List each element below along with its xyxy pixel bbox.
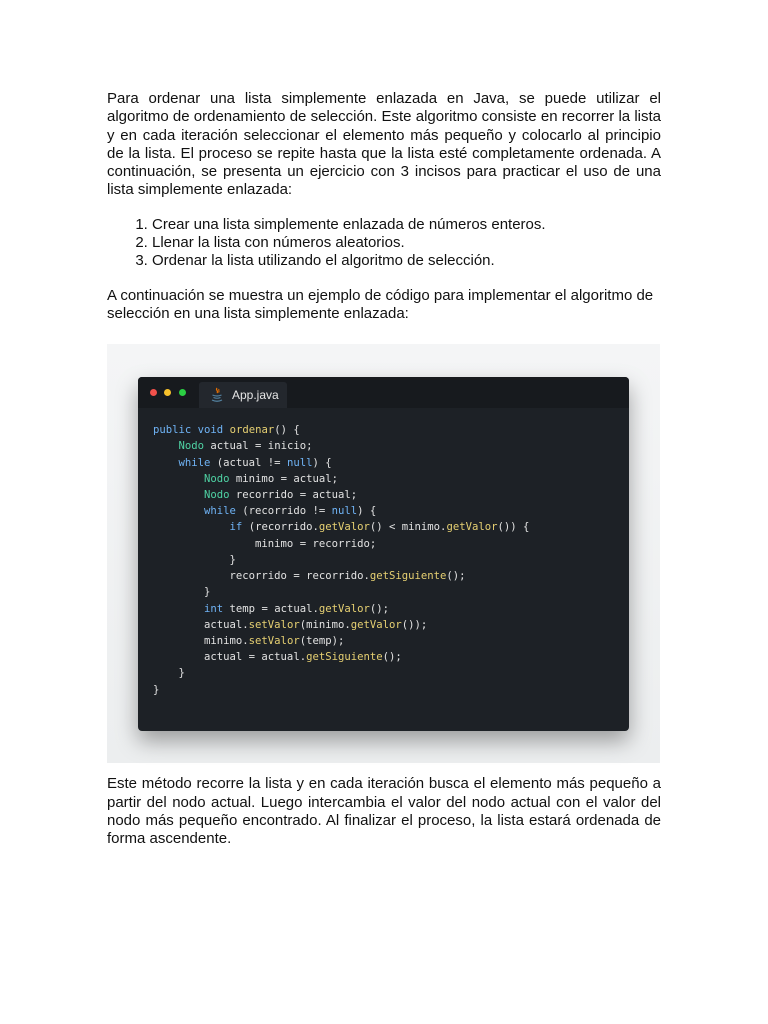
list-item: 1. Crear una lista simplemente enlazada de números enteros. bbox=[152, 216, 661, 234]
code-line: actual = actual.getSiguiente(); bbox=[153, 651, 402, 664]
code-line: } bbox=[153, 553, 236, 566]
code-line: Nodo actual = inicio; bbox=[178, 440, 313, 453]
code-line: minimo.setValor(temp); bbox=[153, 634, 345, 647]
code-line: } bbox=[153, 586, 211, 599]
closing-paragraph: Este método recorre la lista y en cada iteración busca el elemento más pequeño a partir del nodo actual. Luego intercambia el valor del nodo actual con el valor del nodo más pequeño encontrado. Al finalizar el proceso, la lista estará ordenada de forma ascendente. bbox=[107, 775, 661, 848]
minimize-window-dot bbox=[164, 389, 171, 396]
code-line: if (recorrido.getValor() < minimo.getValor()) { bbox=[229, 521, 530, 534]
editor-titlebar bbox=[138, 377, 629, 408]
code-screenshot bbox=[107, 344, 660, 763]
code-line: } bbox=[153, 667, 185, 680]
code-line: while (actual != null) { bbox=[178, 456, 332, 469]
code-line: Nodo minimo = actual; bbox=[204, 472, 338, 485]
intro-paragraph: Para ordenar una lista simplemente enlazada en Java, se puede utilizar el algoritmo de ordenamiento de selección. Este algoritmo consiste en recorrer la lista y en cada iteración seleccionar el elemento más pequeño y colocarlo al principio de la lista. El proceso se repite hasta que la lista esté completamente ordenada. A continuación, se presenta un ejercicio con 3 incisos para practicar el uso de una lista simplemente enlazada: bbox=[107, 90, 661, 199]
code-line: int temp = actual.getValor(); bbox=[204, 602, 390, 615]
code-line: } bbox=[153, 683, 160, 696]
close-window-dot bbox=[150, 389, 157, 396]
code-editor-window bbox=[138, 377, 629, 731]
code-line: actual.setValor(minimo.getValor()); bbox=[153, 618, 428, 631]
list-item: 2. Llenar la lista con números aleatorios. bbox=[152, 234, 661, 252]
java-icon bbox=[210, 387, 224, 403]
code-line: Nodo recorrido = actual; bbox=[204, 489, 358, 502]
list-item: 3. Ordenar la lista utilizando el algoritmo de selección. bbox=[152, 252, 661, 270]
tab-label: App.java bbox=[232, 388, 279, 403]
code-intro-paragraph: A continuación se muestra un ejemplo de código para implementar el algoritmo de selección en una lista simplemente enlazada: bbox=[107, 286, 654, 322]
exercise-list bbox=[107, 216, 661, 271]
document-body bbox=[107, 90, 661, 848]
editor-tab bbox=[199, 382, 287, 408]
code-line: public void ordenar() { bbox=[153, 424, 300, 437]
code-line: recorrido = recorrido.getSiguiente(); bbox=[153, 570, 466, 583]
code-line: minimo = recorrido; bbox=[153, 537, 377, 550]
code-block bbox=[153, 422, 529, 697]
maximize-window-dot bbox=[179, 389, 186, 396]
code-line: while (recorrido != null) { bbox=[204, 505, 377, 518]
